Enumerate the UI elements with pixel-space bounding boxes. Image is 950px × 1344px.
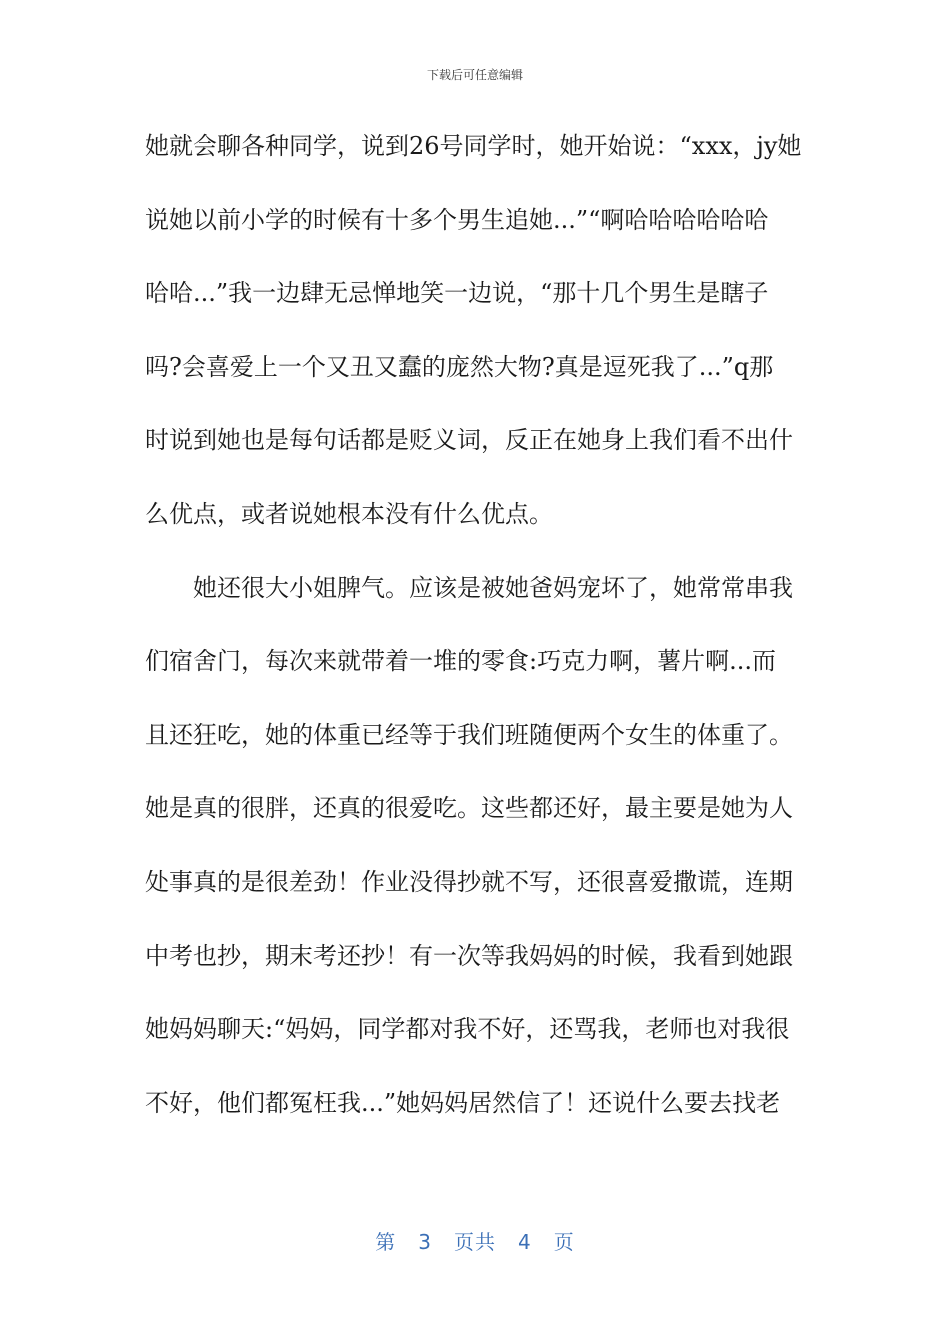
text-line-2: 说她以前小学的时候有十多个男生追她...”“啊哈哈哈哈哈哈	[145, 205, 769, 234]
text-line-11: 处事真的是很差劲！作业没得抄就不写，还很喜爱撒谎，连期	[145, 867, 793, 896]
footer-middle: 页共	[454, 1230, 496, 1254]
text-line-3: 哈哈...”我一边肆无忌惮地笑一边说，“那十几个男生是瞎子	[145, 279, 769, 308]
text-line-1: 她就会聊各种同学，说到26号同学时，她开始说：“xxx，jy她	[145, 132, 802, 160]
document-body	[145, 122, 810, 1152]
text-line-7: 她还很大小姐脾气。应该是被她爸妈宠坏了，她常常串我	[193, 573, 793, 602]
text-line-10: 她是真的很胖，还真的很爱吃。这些都还好，最主要是她为人	[145, 794, 793, 823]
footer-suffix: 页	[553, 1230, 575, 1254]
page-header-note: 下载后可任意编辑	[426, 68, 523, 82]
footer-total-pages: 4	[518, 1230, 532, 1254]
text-line-5: 时说到她也是每句话都是贬义词，反正在她身上我们看不出什	[145, 426, 793, 455]
text-line-13: 她妈妈聊天:“妈妈，同学都对我不好，还骂我，老师也对我很	[145, 1015, 790, 1044]
text-line-9: 且还狂吃，她的体重已经等于我们班随便两个女生的体重了。	[145, 720, 793, 749]
text-line-12: 中考也抄，期末考还抄！有一次等我妈妈的时候，我看到她跟	[145, 941, 793, 970]
footer-prefix: 第	[375, 1230, 397, 1254]
text-line-14: 不好，他们都冤枉我...”她妈妈居然信了！还说什么要去找老	[145, 1088, 781, 1117]
text-line-6: 么优点，或者说她根本没有什么优点。	[145, 499, 553, 528]
footer-current-page: 3	[418, 1230, 432, 1254]
text-line-8: 们宿舍门，每次来就带着一堆的零食:巧克力啊，薯片啊...而	[145, 647, 776, 676]
page-footer	[0, 1226, 950, 1255]
text-line-4: 吗?会喜爱上一个又丑又蠢的庞然大物?真是逗死我了...”q那	[145, 352, 774, 381]
